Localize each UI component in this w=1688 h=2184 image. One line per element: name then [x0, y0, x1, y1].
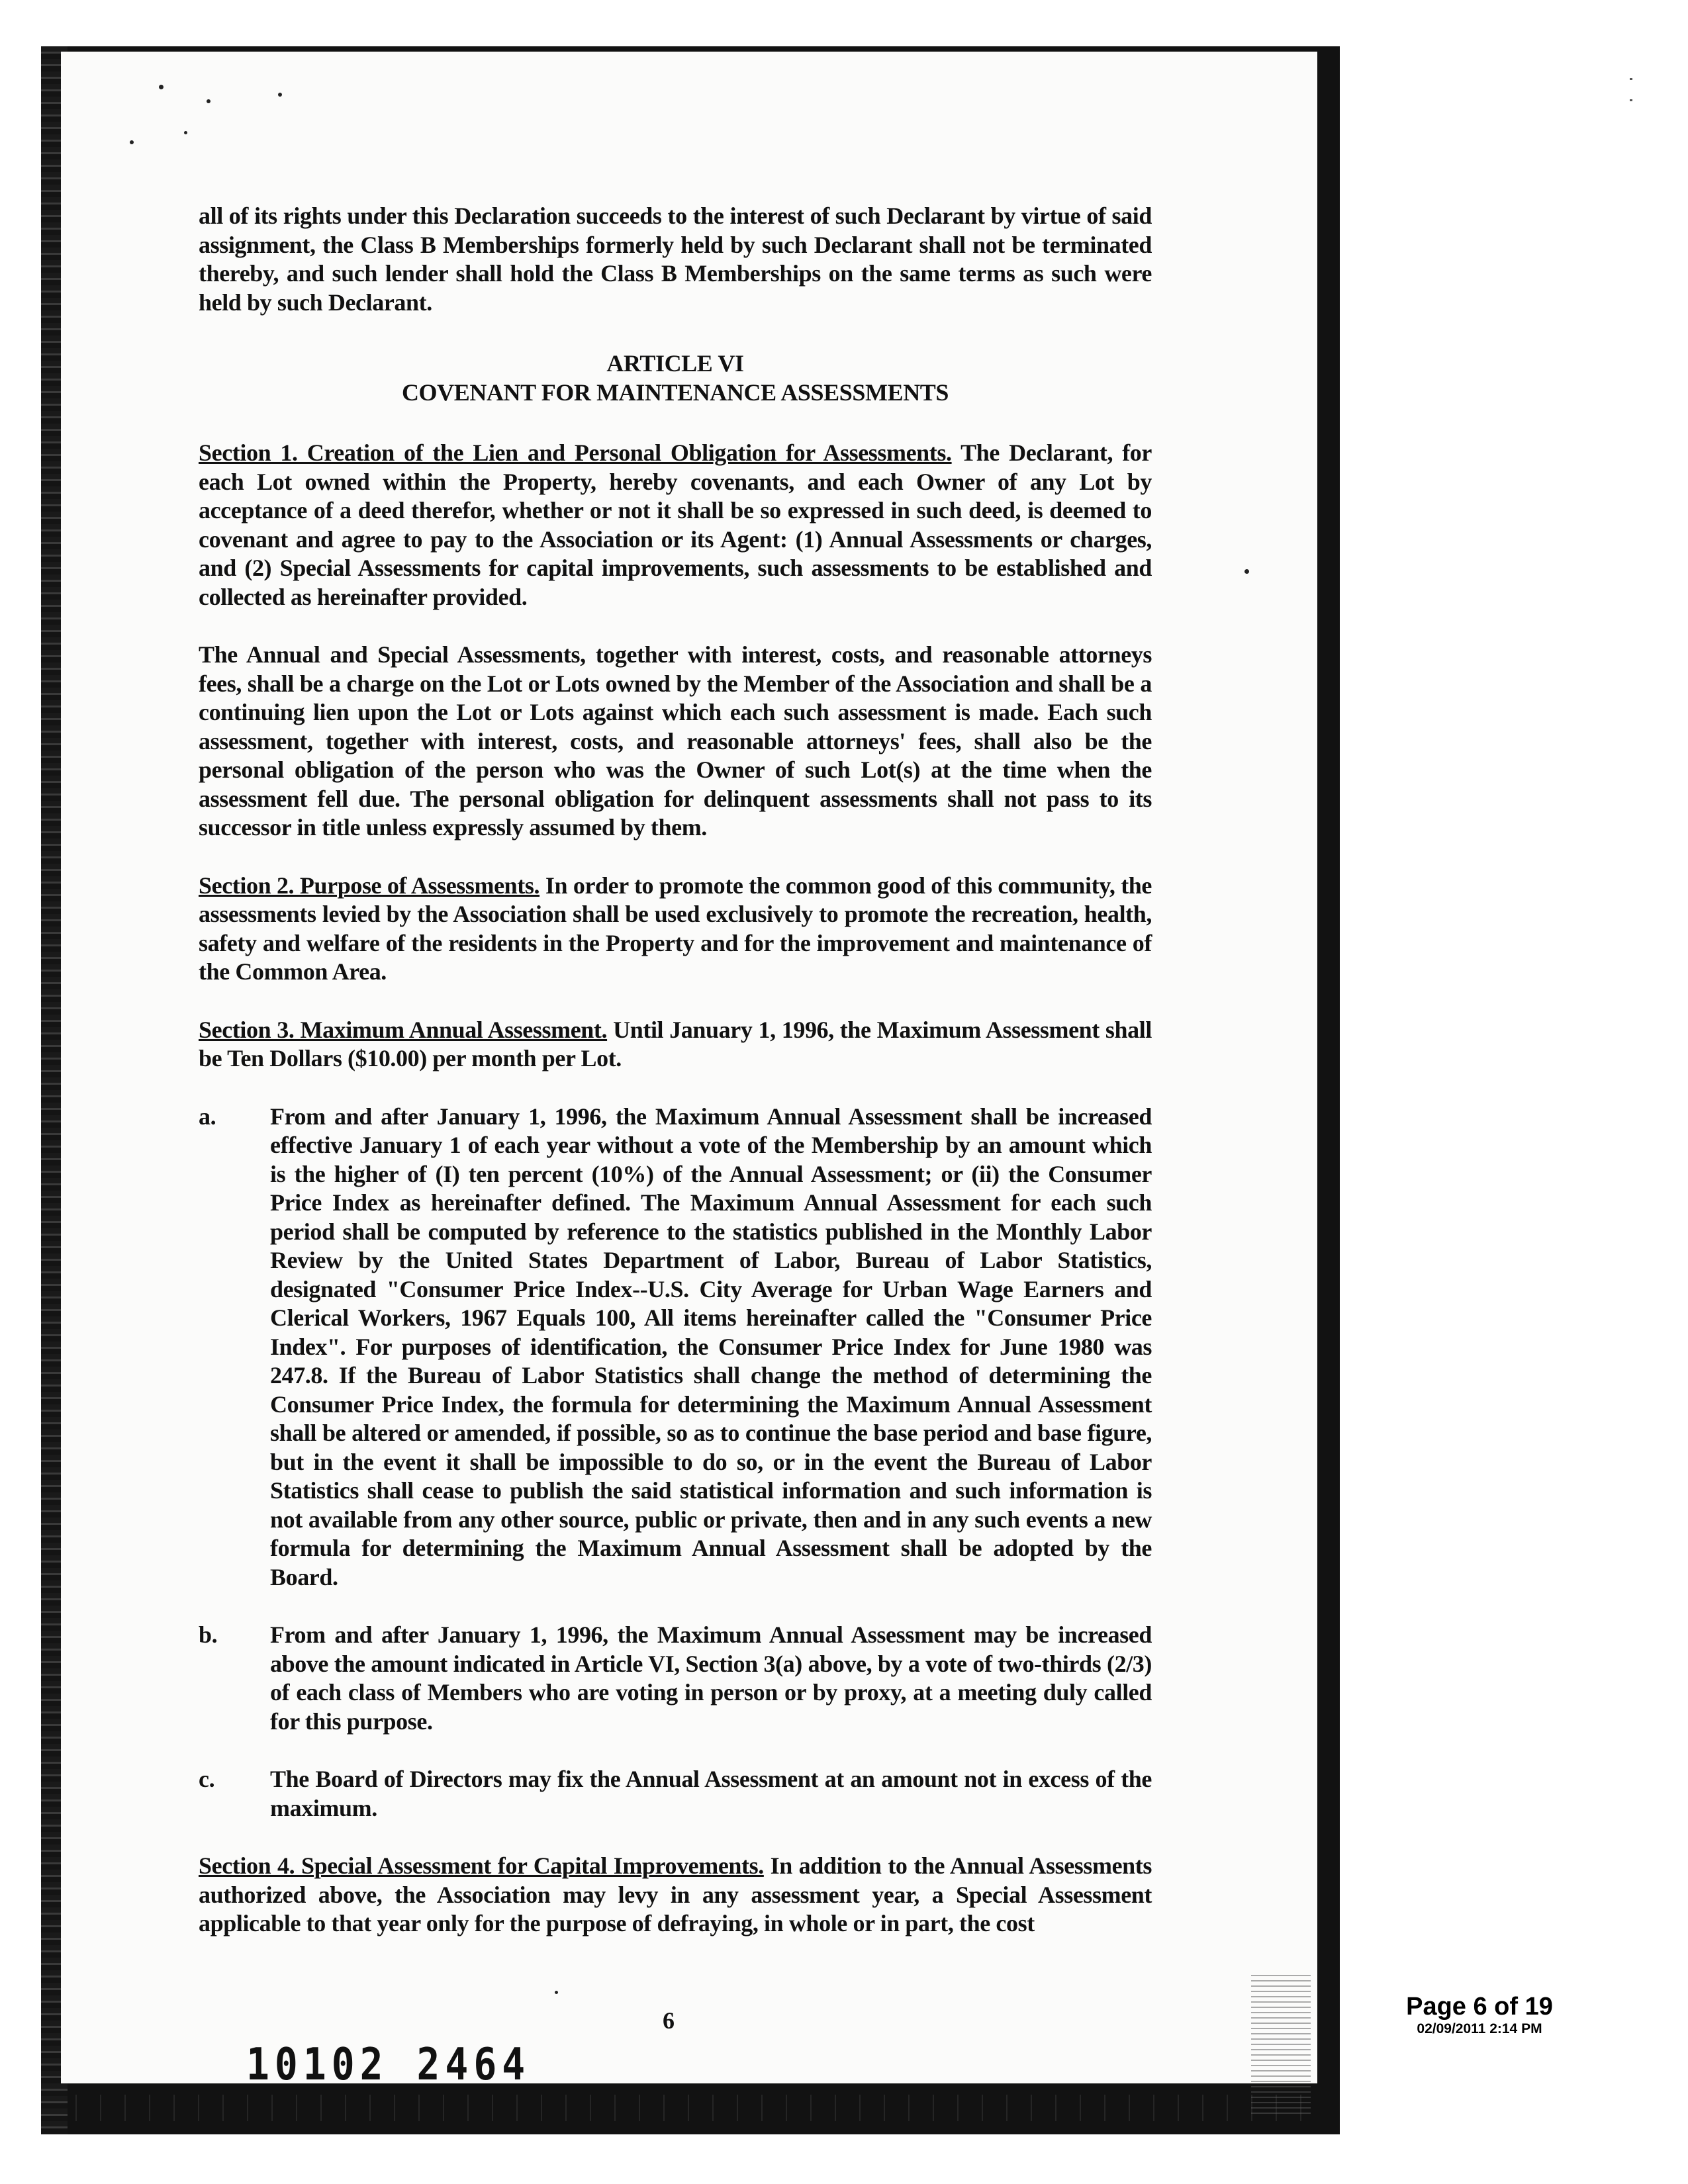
section-3 — [199, 1016, 1152, 1073]
section-4-title: Section 4. Special Assessment for Capital Improvements. — [199, 1852, 764, 1879]
scan-speck — [130, 140, 134, 144]
list-marker: a. — [199, 1103, 216, 1130]
list-item-text: From and after January 1, 1996, the Maximum Annual Assessment shall be increased effective January 1 of each year without a vote of the Membership by an amount which is the higher of (I) ten percent (10%) of the Annual Assessment; or (ii) the Consumer Price Index as hereinafter defined. The Maximum Annual Assessment for each such period shall be computed by reference to the statistics published in the Monthly Labor Review by the United States Department of Labor, Bureau of Labor Statistics, designated "Consumer Price Index--U.S. City Average for Urban Wage Earners and Clerical Workers, 1967 Equals 100, All items hereinafter called the "Consumer Price Index". For purposes of identification, the Consumer Price Index for June 1980 was 247.8. If the Bureau of Labor Statistics shall change the method of determining the Consumer Price Index, the formula for determining the Maximum Annual Assessment shall be altered or amended, if possible, so as to continue the base period and base figure, but in the event it shall be impossible to do so, or in the event the Bureau of Labor Statistics shall cease to publish the said statistical information and such information is not available from any other source, public or private, then and in any such events a new formula for determining the Maximum Annual Assessment shall be adopted by the Board. — [270, 1103, 1152, 1590]
list-item — [199, 1765, 1152, 1823]
print-timestamp: 02/09/2011 2:14 PM — [1417, 2021, 1542, 2036]
list-marker: c. — [199, 1766, 215, 1792]
recording-stamp: 10102 2464 — [246, 2038, 531, 2091]
page-number: 6 — [663, 2007, 675, 2034]
page-counter — [1387, 1992, 1572, 2037]
margin-mark — [1630, 99, 1632, 101]
section-1-body: The Declarant, for each Lot owned within the Property, hereby covenants, and each Owner of any Lot by acceptance of a deed therefor, whether or not it shall be so expressed in such deed, is deemed to covenant and agree to pay to the Association or its Agent: (1) Annual Assessments or charges, and (2) Special Assessments for capital improvements, such assessments to be established and collected as hereinafter provided. — [199, 439, 1152, 610]
scan-speck — [555, 1991, 558, 1994]
section-1 — [199, 439, 1152, 612]
scan-speck — [278, 93, 282, 97]
section-2-body: In order to promote the common good of this community, the assessments levied by the Association shall be used exclusively to promote the recreation, health, safety and welfare of the residents in the Property and for the improvement and maintenance of the Common Area. — [199, 872, 1152, 985]
scan-bottom-noise — [66, 2095, 1311, 2121]
carryover-paragraph: all of its rights under this Declaration succeeds to the interest of such Declarant by virtue of said assignment, the Class B Memberships formerly held by such Declarant shall not be terminated thereby, and such lender shall hold the Class B Memberships on the same terms as such were held by such Declarant. — [199, 203, 1152, 316]
document-body — [199, 202, 1152, 1938]
section-3-body: Until January 1, 1996, the Maximum Assessment shall be Ten Dollars ($10.00) per month per Lot. — [199, 1016, 1152, 1071]
margin-mark — [1630, 78, 1632, 80]
scan-speck — [184, 131, 187, 134]
list-item — [199, 1621, 1152, 1736]
scan-corner-noise — [1251, 1972, 1311, 2118]
scan-speck — [1244, 569, 1249, 574]
page-counter-label: Page 6 of 19 — [1406, 1993, 1553, 2021]
list-item-text: From and after January 1, 1996, the Maximum Annual Assessment may be increased above the amount indicated in Article VI, Section 3(a) above, by a vote of two-thirds (2/3) of each class of Members who are voting in person or by proxy, at a meeting duly called for this purpose. — [270, 1621, 1152, 1735]
section-4-body: In addition to the Annual Assessments authorized above, the Association may levy in any assessment year, a Special Assessment applicable to that year only for the purpose of defraying, in whole or in part, the cost — [199, 1852, 1152, 1936]
section-4 — [199, 1852, 1152, 1938]
section-1-paragraph-2: The Annual and Special Assessments, together with interest, costs, and reasonable attorneys fees, shall be a charge on the Lot or Lots owned by the Member of the Association and shall be a continuing lien upon the Lot or Lots against which each such assessment is made. Each such assessment, together with interest, costs, and reasonable attorneys' fees, shall also be the personal obligation of the person who was the Owner of such Lot(s) at the time when the assessment fell due. The personal obligation for delinquent assessments shall not pass to its successor in title unless expressly assumed by them. — [199, 641, 1152, 841]
article-title: COVENANT FOR MAINTENANCE ASSESSMENTS — [401, 379, 949, 406]
section-2 — [199, 872, 1152, 987]
article-number: ARTICLE VI — [606, 350, 744, 377]
scan-speck — [207, 99, 211, 103]
list-item — [199, 1103, 1152, 1592]
section-2-title: Section 2. Purpose of Assessments. — [199, 872, 540, 899]
list-marker: b. — [199, 1621, 218, 1648]
list-item-text: The Board of Directors may fix the Annual Assessment at an amount not in excess of the maximum. — [270, 1766, 1152, 1821]
scan-speck — [159, 85, 164, 89]
section-3-title: Section 3. Maximum Annual Assessment. — [199, 1016, 608, 1043]
section-1-title: Section 1. Creation of the Lien and Personal Obligation for Assessments. — [199, 439, 952, 466]
